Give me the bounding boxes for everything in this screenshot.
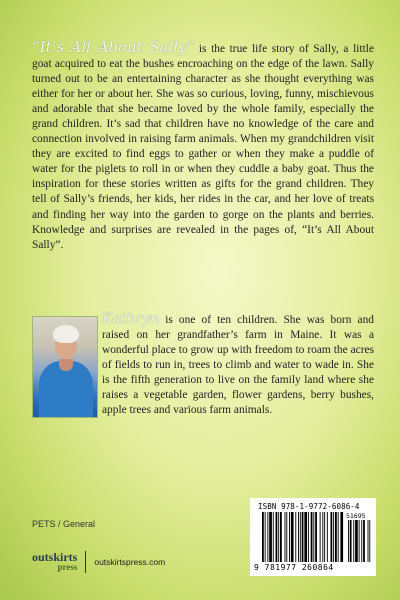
barcode-bar xyxy=(302,512,304,562)
author-bio-text: is one of ten children. She was born and raised on her grandfather’s farm in Maine. It was a wonderful place to grow up with freedom to roam the acres of fields to run in, trees to climb and water to wade in. She is the fifth generation to live on the family land where she raises a vegetable garden, flower gardens, berry bushes, apple trees and various farm animals. xyxy=(102,314,374,417)
barcode-bar xyxy=(291,512,294,562)
barcode-bar xyxy=(320,512,321,562)
barcode-bar xyxy=(338,512,339,562)
barcode-bar xyxy=(369,520,370,562)
book-category: PETS / General xyxy=(32,519,96,529)
publisher-divider xyxy=(85,551,86,573)
book-description-text: is the true life story of Sally, a little goat acquired to eat the bushes encroaching on the edge of the lawn. Sally turned out to be an entertaining character as she thought everything was either for her or about her. She was so curious, loving, funny, mischievous and adorable that she became loved by the whole family, especially the grand children. It’s sad that children have no knowledge of the care and connection involved in raising farm animals. When my grandchildren visit they are excited to find eggs to gather or when they make a puddle of water for the piglets to roll in or when they cuddle a baby goat. Thus the inspiration for these stories written as gifts for the grand children. They tell of Sally’s friends, her kids, her rides in the car, and her love of treats and finding her way into the garden to gorge on the plants and berries. Knowledge and surprises are revealed in the pages of, “It’s All About Sally”. xyxy=(32,43,374,251)
barcode-bar xyxy=(265,512,266,562)
barcode-bar xyxy=(333,512,334,562)
barcode-bar xyxy=(308,512,309,562)
barcode-bar xyxy=(368,520,369,562)
barcode-bar xyxy=(335,512,337,562)
barcode-bar xyxy=(276,512,278,562)
barcode-bar xyxy=(300,512,301,562)
book-title: “It’s All About Sally” xyxy=(32,38,195,56)
barcode-bar xyxy=(348,520,349,562)
barcode-bar xyxy=(280,512,282,562)
publisher-logo xyxy=(32,552,77,572)
barcode-bar xyxy=(340,512,343,562)
barcode-bar xyxy=(285,512,286,562)
barcode-bar xyxy=(278,512,279,562)
barcode-bar xyxy=(311,512,313,562)
publisher-block xyxy=(32,549,165,575)
barcode-bar xyxy=(313,512,314,562)
author-bio xyxy=(102,312,374,418)
barcode-bar xyxy=(353,520,354,562)
barcode-bar xyxy=(304,512,307,562)
barcode-bar xyxy=(273,512,274,562)
barcode-bar xyxy=(359,520,360,562)
barcode-bar xyxy=(330,512,332,562)
author-photo xyxy=(32,316,98,418)
publisher-logo-top: outskirts xyxy=(32,550,78,564)
ean-number: 9 781977 260864 xyxy=(254,563,334,572)
barcode-bar xyxy=(327,512,328,562)
barcode-bar xyxy=(315,512,317,562)
author-name: Kathryn xyxy=(102,311,160,327)
barcode-bar xyxy=(269,512,272,562)
price-code: 51695 xyxy=(346,512,366,520)
barcode-bar xyxy=(295,512,296,562)
barcode-bar xyxy=(363,520,365,562)
barcode-bar xyxy=(355,520,358,562)
barcode-addon-bars xyxy=(348,520,372,562)
barcode-bar xyxy=(322,512,323,562)
book-description xyxy=(32,40,374,253)
publisher-logo-bottom: press xyxy=(57,562,78,572)
publisher-url: outskirtspress.com xyxy=(94,557,166,567)
barcode-bar xyxy=(324,512,325,562)
barcode-main-bars xyxy=(262,512,344,562)
barcode-bar xyxy=(298,512,299,562)
barcode-bar xyxy=(289,512,290,562)
barcode-bar xyxy=(267,512,268,562)
barcode-bar xyxy=(262,512,264,562)
barcode-bar xyxy=(361,520,362,562)
barcode-box xyxy=(250,498,376,576)
isbn-number: ISBN 978-1-9772-6086-4 xyxy=(258,502,360,511)
barcode-bar xyxy=(286,512,287,562)
barcode-bar xyxy=(350,520,352,562)
